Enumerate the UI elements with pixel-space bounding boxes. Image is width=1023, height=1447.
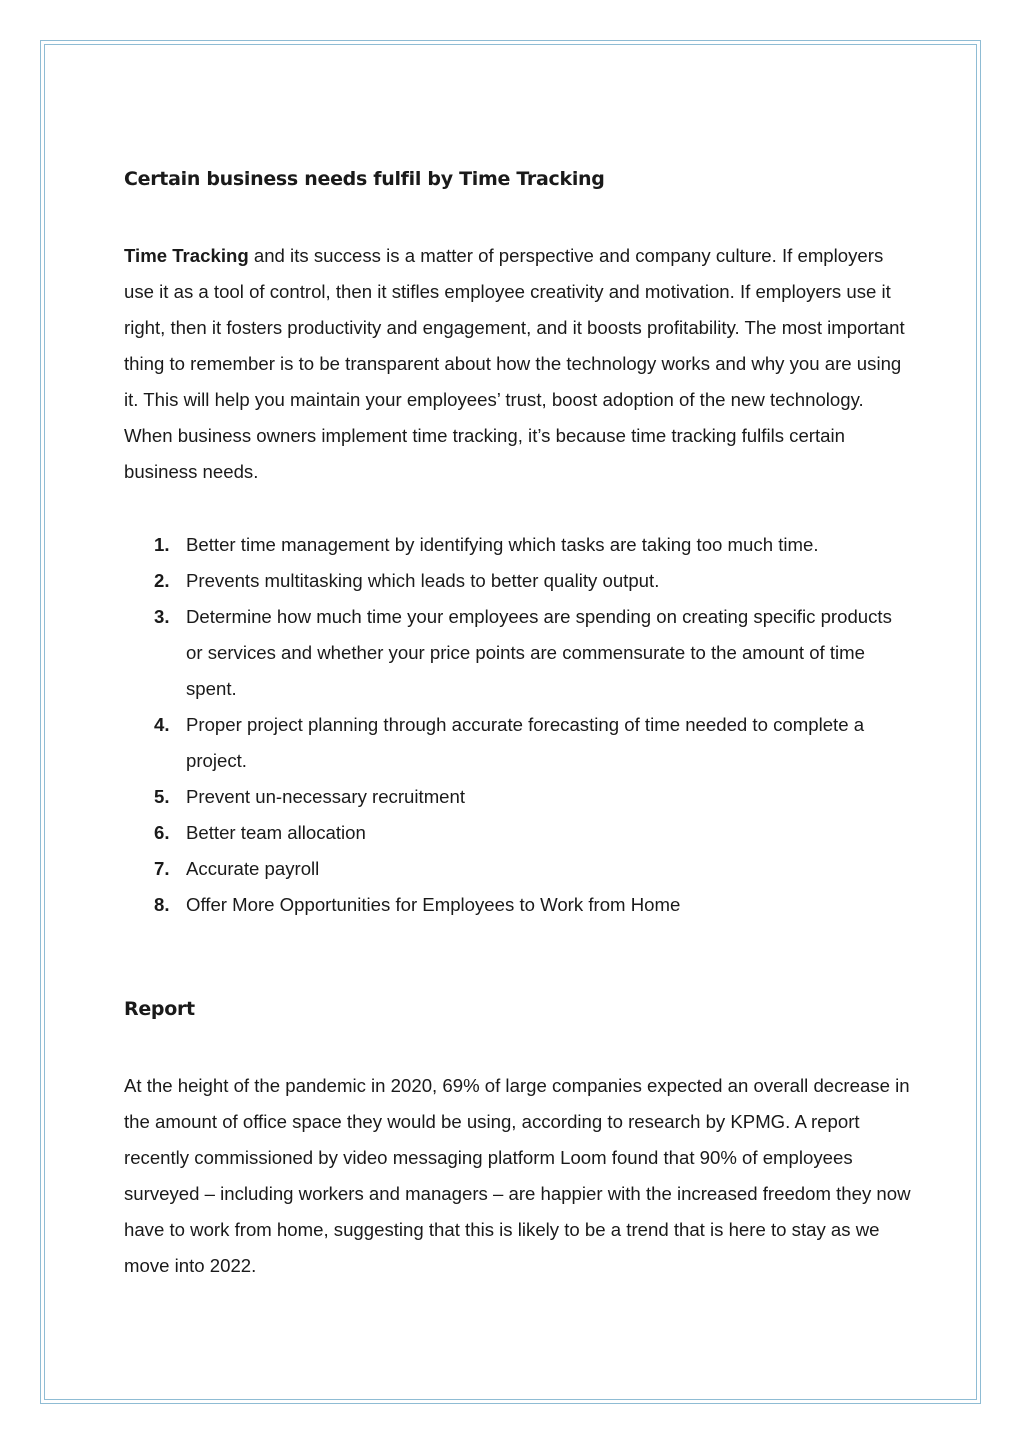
list-item-text: Proper project planning through accurate forecasting of time needed to complete a project. xyxy=(186,714,865,771)
list-item-number: 4. xyxy=(154,714,170,735)
intro-text: and its success is a matter of perspective and company culture. If employers use it as a tool of control, then it stifles employee creativity and motivation. If employers use it right, then it fosters productivity and engagement, and it boosts profitability. The most important thing to remember is to be transparent about how the technology works and why you are using it. This will help you maintain your employees’ trust, boost adoption of the new technology. When business owners implement time tracking, it’s because time tracking fulfils certain business needs. xyxy=(124,245,905,482)
list-item-text: Determine how much time your employees are spending on creating specific products or services and whether your price points are commensurate to the amount of time spent. xyxy=(186,606,892,699)
list-item-number: 7. xyxy=(154,858,170,879)
list-item xyxy=(154,599,894,707)
list-item xyxy=(154,527,894,563)
intro-bold-term: Time Tracking xyxy=(124,245,249,266)
list-item-number: 8. xyxy=(154,894,170,915)
list-item-text: Offer More Opportunities for Employees to Work from Home xyxy=(186,894,681,915)
list-item-text: Prevent un-necessary recruitment xyxy=(186,786,466,807)
section-heading-time-tracking: Certain business needs fulfil by Time Tracking xyxy=(124,168,605,190)
business-needs-list xyxy=(154,527,894,923)
list-item-number: 5. xyxy=(154,786,170,807)
list-item-text: Better time management by identifying which tasks are taking too much time. xyxy=(186,534,819,555)
list-item-number: 1. xyxy=(154,534,170,555)
section-heading-report: Report xyxy=(124,998,195,1020)
list-item xyxy=(154,815,894,851)
list-item xyxy=(154,779,894,815)
list-item-text: Better team allocation xyxy=(186,822,366,843)
list-item-number: 3. xyxy=(154,606,170,627)
list-item-number: 6. xyxy=(154,822,170,843)
report-paragraph: At the height of the pandemic in 2020, 69% of large companies expected an overall decrease in the amount of office space they would be using, according to research by KPMG. A report recently commissioned by video messaging platform Loom found that 90% of employees surveyed – including workers and managers – are happier with the increased freedom they now have to work from home, suggesting that this is likely to be a trend that is here to stay as we move into 2022. xyxy=(124,1075,911,1276)
list-item xyxy=(154,563,894,599)
intro-paragraph xyxy=(124,238,914,490)
list-item-number: 2. xyxy=(154,570,170,591)
list-item-text: Accurate payroll xyxy=(186,858,320,879)
list-item xyxy=(154,887,894,923)
list-item xyxy=(154,707,894,779)
list-item xyxy=(154,851,894,887)
list-item-text: Prevents multitasking which leads to better quality output. xyxy=(186,570,660,591)
